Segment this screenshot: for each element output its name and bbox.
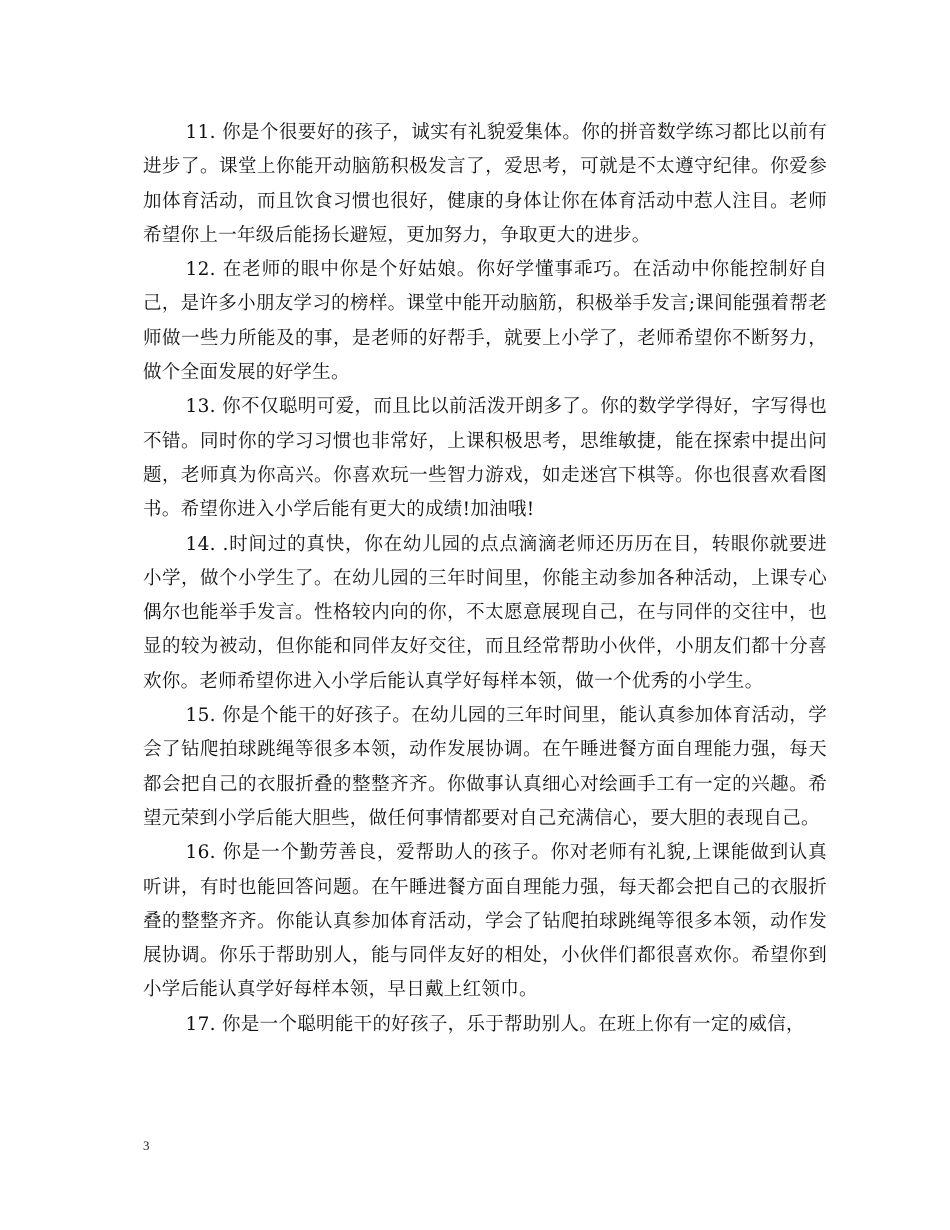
paragraph-11: 11. 你是个很要好的孩子，诚实有礼貌爱集体。你的拼音数学练习都比以前有进步了。课堂上你能开动脑筋积极发言了，爱思考，可就是不太遵守纪律。你爱参加体育活动，而且饮食习惯也很好，健康的身体让你在体育活动中惹人注目。老师希望你上一年级后能扬长避短，更加努力，争取更大的进步。 — [143, 122, 827, 246]
paragraph-14: 14. .时间过的真快，你在幼儿园的点点滴滴老师还历历在目，转眼你就要进小学，做个小学生了。在幼儿园的三年时间里，你能主动参加各种活动，上课专心偶尔也能举手发言。性格较内向的你，不太愿意展现自己，在与同伴的交往中，也显的较为被动，但你能和同伴友好交往，而且经常帮助小伙伴，小朋友们都十分喜欢你。老师希望你进入小学后能认真学好每样本领，做一个优秀的小学生。 — [143, 533, 827, 692]
page-number: 3 — [143, 1138, 150, 1153]
paragraph-15: 15. 你是个能干的好孩子。在幼儿园的三年时间里，能认真参加体育活动，学会了钻爬拍球跳绳等很多本领，动作发展协调。在午睡进餐方面自理能力强，每天都会把自己的衣服折叠的整整齐齐。你做事认真细心对绘画手工有一定的兴趣。希望元荣到小学后能大胆些，做任何事情都要对自己充满信心，要大胆的表现自己。 — [143, 705, 827, 829]
paragraph-17: 17. 你是一个聪明能干的好孩子，乐于帮助别人。在班上你有一定的威信， — [185, 1013, 805, 1035]
paragraph-16: 16. 你是一个勤劳善良，爱帮助人的孩子。你对老师有礼貌,上课能做到认真听讲，有时也能回答问题。在午睡进餐方面自理能力强，每天都会把自己的衣服折叠的整整齐齐。你能认真参加体育活动，学会了钻爬拍球跳绳等很多本领，动作发展协调。你乐于帮助别人，能与同伴友好的相处，小伙伴们都很喜欢你。希望你到小学后能认真学好每样本领，早日戴上红领巾。 — [143, 842, 827, 1001]
paragraph-13: 13. 你不仅聪明可爱，而且比以前活泼开朗多了。你的数学学得好，字写得也不错。同时你的学习习惯也非常好，上课积极思考，思维敏捷，能在探索中提出问题，老师真为你高兴。你喜欢玩一些智力游戏，如走迷宫下棋等。你也很喜欢看图书。希望你进入小学后能有更大的成绩!加油哦! — [143, 396, 827, 521]
document-body — [143, 116, 827, 1042]
paragraph-12: 12. 在老师的眼中你是个好姑娘。你好学懂事乖巧。在活动中你能控制好自己，是许多小朋友学习的榜样。课堂中能开动脑筋，积极举手发言;课间能强着帮老师做一些力所能及的事，是老师的好帮手，就要上小学了，老师希望你不断努力，做个全面发展的好学生。 — [143, 259, 827, 384]
